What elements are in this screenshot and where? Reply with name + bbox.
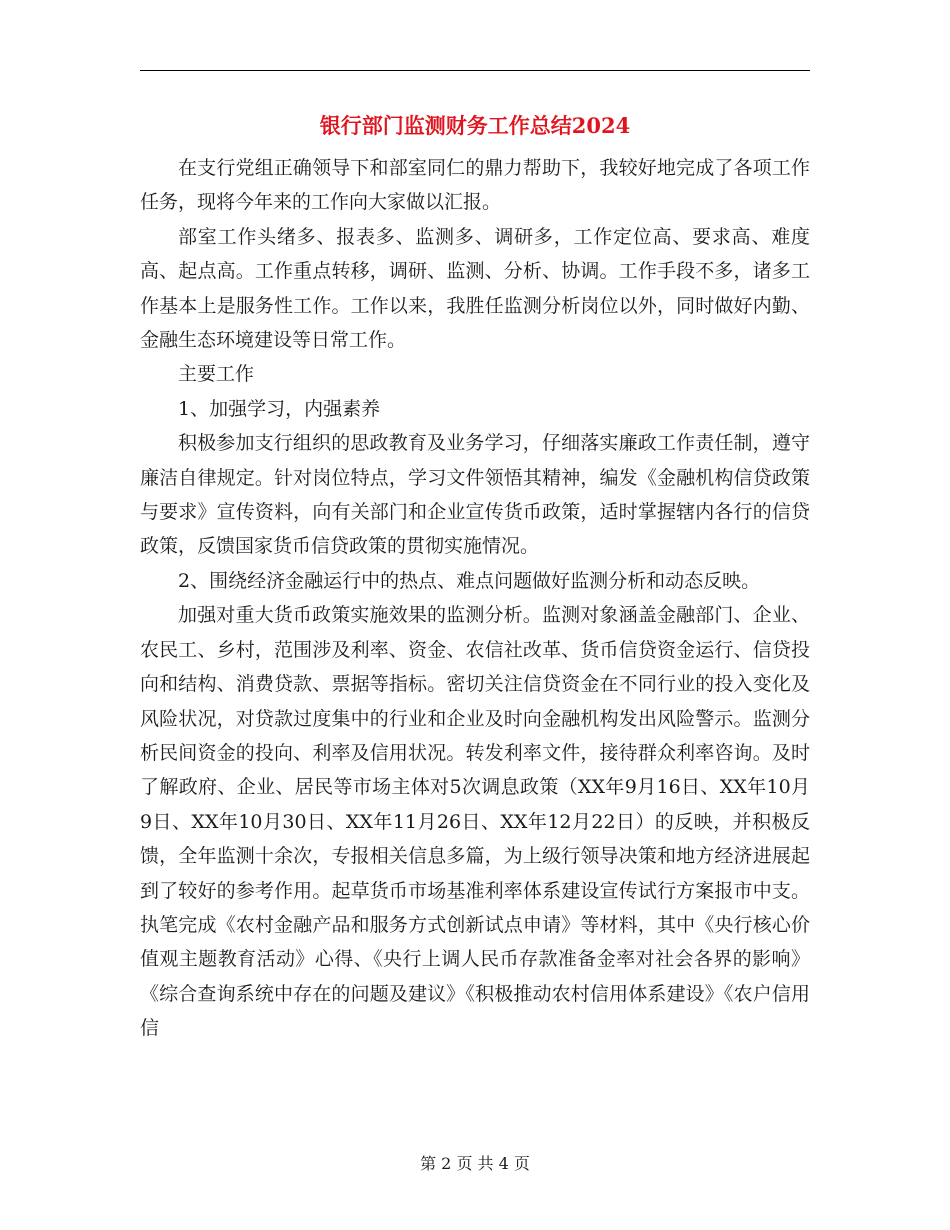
subheading-1: 1、加强学习，内强素养 [178, 397, 381, 420]
header-rule [140, 70, 810, 71]
subheading-2: 2、围绕经济金融运行中的热点、难点问题做好监测分析和动态反映。 [178, 569, 761, 592]
page-number: 第 2 页 共 4 页 [420, 1154, 530, 1173]
paragraph-study: 积极参加支行组织的思政教育及业务学习，仔细落实廉政工作责任制，遵守廉洁自律规定。针对岗位特点，学习文件领悟其精神，编发《金融机构信贷政策与要求》宣传资料，向有关部门和企业宣传货币政策，适时掌握辖内各行的信贷政策，反馈国家货币信贷政策的贯彻实施情况。 [140, 432, 810, 558]
document-title: 银行部门监测财务工作总结2024 [319, 113, 631, 138]
paragraph-monitoring: 加强对重大货币政策实施效果的监测分析。监测对象涵盖金融部门、企业、农民工、乡村，范围涉及利率、资金、农信社改革、货币信贷资金运行、信贷投向和结构、消费贷款、票据等指标。密切关注信贷资金在不同行业的投入变化及风险状况，对贷款过度集中的行业和企业及时向金融机构发出风险警示。监测分析民间资金的投向、利率及信用状况。转发利率文件，接待群众利率咨询。及时了解政府、企业、居民等市场主体对5次调息政策（XX年9月16日、XX年10月9日、XX年10月30日、XX年11月26日、XX年12月22日）的反映，并积极反馈，全年监测十余次，专报相关信息多篇，为上级行领导决策和地方经济进展起到了较好的参考作用。起草货币市场基准利率体系建设宣传试行方案报市中支。执笔完成《农村金融产品和服务方式创新试点申请》等材料，其中《央行核心价值观主题教育活动》心得、《央行上调人民币存款准备金率对社会各界的影响》《综合查询系统中存在的问题及建议》《积极推动农村信用体系建设》《农户信用信 [140, 604, 810, 1040]
document-body [140, 151, 810, 1046]
section-heading-main-work: 主要工作 [178, 363, 255, 386]
paragraph-overview: 部室工作头绪多、报表多、监测多、调研多，工作定位高、要求高、难度高、起点高。工作重点转移，调研、监测、分析、协调。工作手段不多，诸多工作基本上是服务性工作。工作以来，我胜任监测分析岗位以外，同时做好内勤、金融生态环境建设等日常工作。 [140, 225, 810, 352]
paragraph-intro: 在支行党组正确领导下和部室同仁的鼎力帮助下，我较好地完成了各项工作任务，现将今年来的工作向大家做以汇报。 [140, 157, 810, 214]
